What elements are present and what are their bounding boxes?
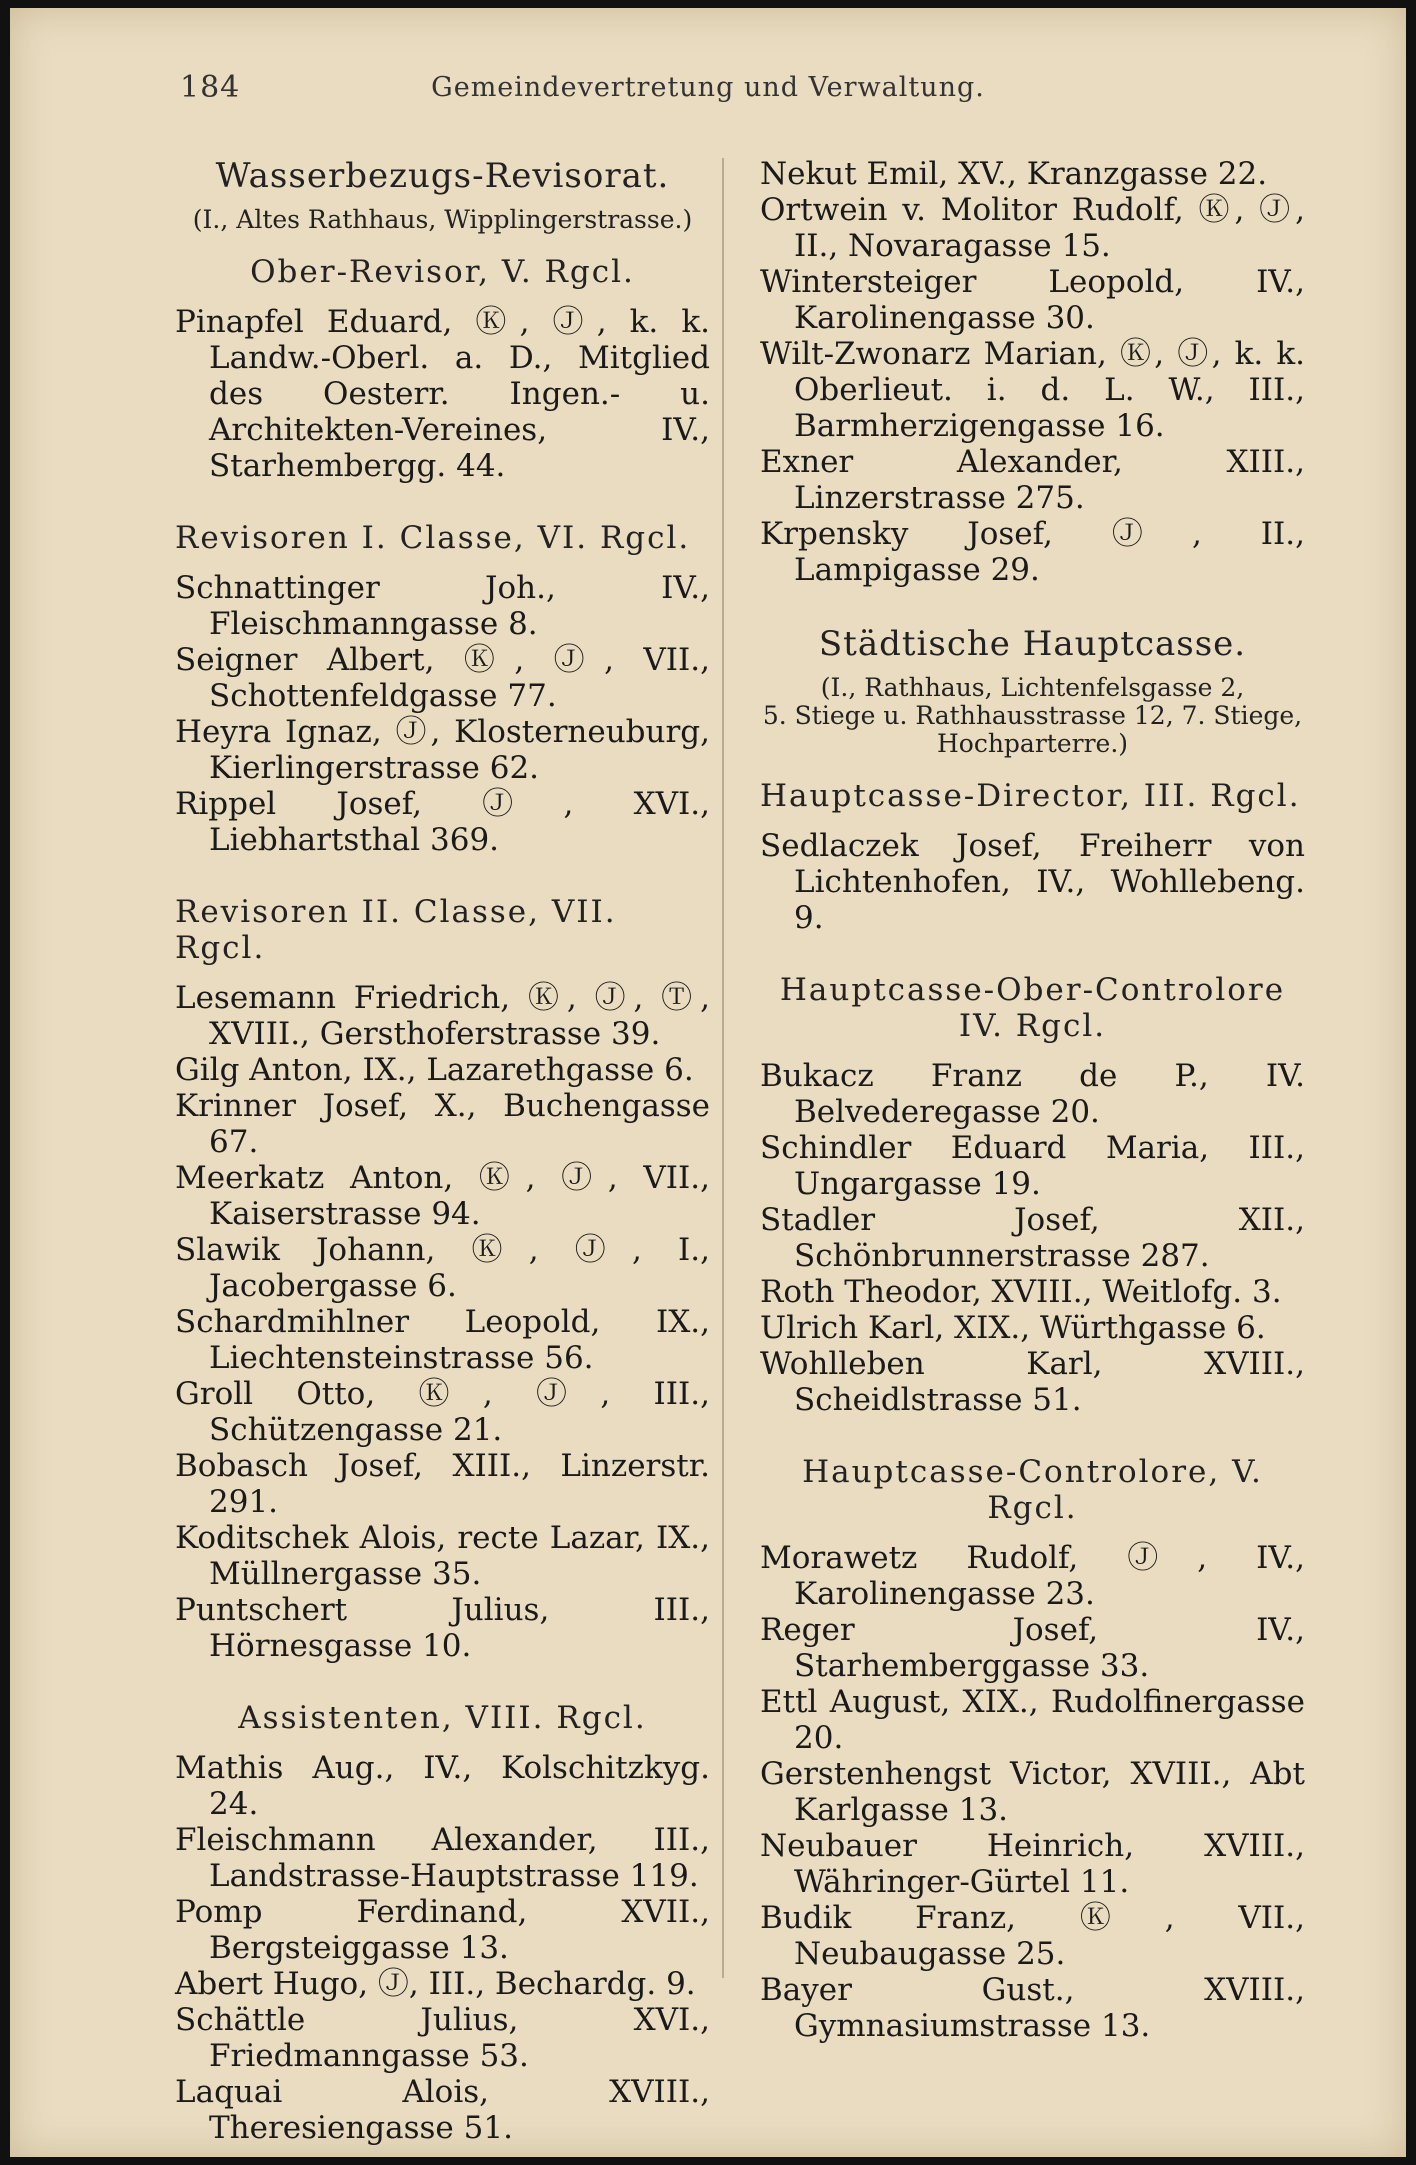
entry: Puntschert Julius, III., Hörnesgasse 10. <box>175 1592 710 1664</box>
entry: Pomp Ferdinand, XVII., Bergsteiggasse 13. <box>175 1894 710 1966</box>
entry: Groll Otto, Ⓚ, Ⓙ, III., Schützengasse 21. <box>175 1376 710 1448</box>
entry: Mathis Aug., IV., Kolschitzkyg. 24. <box>175 1750 710 1822</box>
entry: Ettl August, XIX., Rudolfinergasse 20. <box>760 1684 1305 1756</box>
entry: Bukacz Franz de P., IV. Belvederegasse 20. <box>760 1058 1305 1130</box>
section-address-wasserbezug: (I., Altes Rathhaus, Wipplingerstrasse.) <box>192 205 693 234</box>
rank-heading: Hauptcasse-Ober-Controlore IV. Rgcl. <box>779 972 1286 1044</box>
entry: Meerkatz Anton, Ⓚ, Ⓙ, VII., Kaiserstrasse 94. <box>175 1160 710 1232</box>
entry: Reger Josef, IV., Starhemberggasse 33. <box>760 1612 1305 1684</box>
entry: Wintersteiger Leopold, IV., Karolinengasse 30. <box>760 264 1305 336</box>
entry: Lesemann Friedrich, Ⓚ, Ⓙ, Ⓣ, XVIII., Gersthoferstrasse 39. <box>175 980 710 1052</box>
rank-heading: Assistenten, VIII. Rgcl. <box>238 1700 647 1736</box>
entry: Seigner Albert, Ⓚ, Ⓙ, VII., Schottenfeldgasse 77. <box>175 642 710 714</box>
rank-heading: Ober-Revisor, V. Rgcl. <box>250 254 635 290</box>
entry: Neubauer Heinrich, XVIII., Währinger-Gürtel 11. <box>760 1828 1305 1900</box>
running-head: Gemeindevertretung und Verwaltung. <box>431 72 985 103</box>
entry: Roth Theodor, XVIII., Weitlofg. 3. <box>760 1274 1282 1310</box>
entry: Wohlleben Karl, XVIII., Scheidlstrasse 51. <box>760 1346 1305 1418</box>
page-number: 184 <box>180 70 241 105</box>
entry: Stadler Josef, XII., Schönbrunnerstrasse 287. <box>760 1202 1305 1274</box>
left-column <box>175 156 710 2146</box>
rank-heading: Hauptcasse-Controlore, V. Rgcl. <box>802 1454 1263 1526</box>
entry: Laquai Alois, XVIII., Theresiengasse 51. <box>175 2074 710 2146</box>
entry: Schnattinger Joh., IV., Fleischmanngasse 8. <box>175 570 710 642</box>
entry: Schardmihlner Leopold, IX., Liechtensteinstrasse 56. <box>175 1304 710 1376</box>
section-title-wasserbezug: Wasserbezugs-Revisorat. <box>215 156 670 196</box>
entry: Slawik Johann, Ⓚ, Ⓙ, I., Jacobergasse 6. <box>175 1232 710 1304</box>
rank-heading: Revisoren II. Classe, VII. Rgcl. <box>175 894 617 966</box>
page-header <box>10 70 1406 110</box>
book-page <box>10 8 1406 2157</box>
entry: Exner Alexander, XIII., Linzerstrasse 275. <box>760 444 1305 516</box>
right-column <box>760 156 1305 2044</box>
entry: Rippel Josef, Ⓙ, XVI., Liebhartsthal 369. <box>175 786 710 858</box>
entry: Budik Franz, Ⓚ, VII., Neubaugasse 25. <box>760 1900 1305 1972</box>
rank-heading: Revisoren I. Classe, VI. Rgcl. <box>175 520 691 556</box>
address-line: 5. Stiege u. Rathhausstrasse 12, 7. Stiege, <box>762 701 1303 730</box>
section-title-hauptcasse: Städtische Hauptcasse. <box>818 624 1247 664</box>
address-line: Hochparterre.) <box>936 729 1129 758</box>
entry: Fleischmann Alexander, III., Landstrasse-Hauptstrasse 119. <box>175 1822 710 1894</box>
entry: Pinapfel Eduard, Ⓚ, Ⓙ, k. k. Landw.-Oberl. a. D., Mitglied des Oesterr. Ingen.- u. Architekten-Vereines, IV., Starhembergg. 44. <box>175 304 710 484</box>
entry: Krinner Josef, X., Buchengasse 67. <box>175 1088 710 1160</box>
entry: Bayer Gust., XVIII., Gymnasiumstrasse 13. <box>760 1972 1305 2044</box>
entry: Nekut Emil, XV., Kranzgasse 22. <box>760 156 1268 192</box>
entry: Schättle Julius, XVI., Friedmanngasse 53. <box>175 2002 710 2074</box>
entry: Ulrich Karl, XIX., Würthgasse 6. <box>760 1310 1266 1346</box>
section-address-hauptcasse <box>760 674 1305 758</box>
column-divider <box>722 158 724 1978</box>
entry: Sedlaczek Josef, Freiherr von Lichtenhofen, IV., Wohllebeng. 9. <box>760 828 1305 936</box>
entry: Abert Hugo, Ⓙ, III., Bechardg. 9. <box>175 1966 696 2002</box>
entry: Krpensky Josef, Ⓙ, II., Lampigasse 29. <box>760 516 1305 588</box>
entry: Schindler Eduard Maria, III., Ungargasse 19. <box>760 1130 1305 1202</box>
entry: Ortwein v. Molitor Rudolf, Ⓚ, Ⓙ, II., Novaragasse 15. <box>760 192 1305 264</box>
entry: Gerstenhengst Victor, XVIII., Abt Karlgasse 13. <box>760 1756 1305 1828</box>
rank-heading: Hauptcasse-Director, III. Rgcl. <box>760 778 1301 814</box>
address-line: (I., Rathhaus, Lichtenfelsgasse 2, <box>820 673 1245 702</box>
entry: Bobasch Josef, XIII., Linzerstr. 291. <box>175 1448 710 1520</box>
entry: Heyra Ignaz, Ⓙ, Klosterneuburg, Kierlingerstrasse 62. <box>175 714 710 786</box>
entry: Gilg Anton, IX., Lazarethgasse 6. <box>175 1052 694 1088</box>
entry: Koditschek Alois, recte Lazar, IX., Müllnergasse 35. <box>175 1520 710 1592</box>
entry: Wilt-Zwonarz Marian, Ⓚ, Ⓙ, k. k. Oberlieut. i. d. L. W., III., Barmherzigengasse 16. <box>760 336 1305 444</box>
entry: Morawetz Rudolf, Ⓙ, IV., Karolinengasse 23. <box>760 1540 1305 1612</box>
